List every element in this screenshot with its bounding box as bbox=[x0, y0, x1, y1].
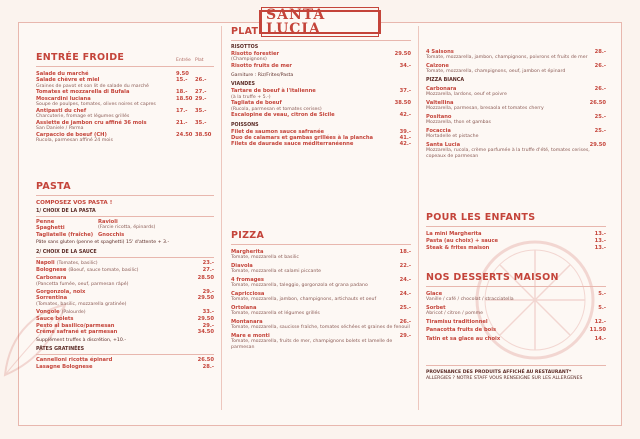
sauce-description: (Tomates, basilic, mozzarella gratinée) bbox=[36, 302, 127, 308]
risottos-title: RISOTTOS bbox=[231, 45, 259, 50]
menu-item bbox=[426, 327, 606, 333]
item-price-entree: 18.50 bbox=[176, 95, 193, 102]
item-name: Santa Lucia bbox=[426, 142, 461, 148]
item-name: Risotto fruits de mer bbox=[231, 63, 292, 69]
item-name: Salade du marché bbox=[36, 71, 89, 77]
item-name: Lasagne Bolognese bbox=[36, 363, 93, 370]
item-name: Focaccia bbox=[426, 128, 451, 134]
divider bbox=[36, 66, 214, 67]
garniture-note: Garniture : Riz/Frites/Pasta bbox=[231, 73, 294, 79]
desserts-title: NOS DESSERTS MAISON bbox=[426, 272, 559, 283]
item-price: 26.- bbox=[399, 319, 411, 325]
item-description: Mozzarella, lardons, oeuf et poivre bbox=[426, 92, 507, 98]
sauce-price: 29.- bbox=[202, 322, 214, 329]
enfants-title: POUR LES ENFANTS bbox=[426, 212, 536, 223]
pasta-choice: Ravioli bbox=[98, 219, 118, 225]
menu-item bbox=[231, 63, 411, 69]
menu-item bbox=[426, 231, 606, 238]
sauce-line bbox=[36, 301, 192, 308]
sauce-name: Crème safrané et parmesan bbox=[36, 329, 118, 336]
bianca-list bbox=[426, 86, 606, 160]
menu-item bbox=[36, 77, 214, 83]
item-price: 26.- bbox=[594, 63, 606, 69]
menu-item bbox=[231, 112, 411, 118]
item-description: Charcuterie, fromage et légumes grillés bbox=[36, 114, 130, 120]
sauce-line bbox=[36, 267, 192, 274]
menu-item bbox=[426, 336, 606, 342]
item-description: Tomate, mozzarella et légumes grillés bbox=[231, 311, 320, 317]
item-price: 42.- bbox=[399, 141, 411, 148]
item-name: Tiramisu traditionnel bbox=[426, 319, 488, 325]
item-name: La mini Margherita bbox=[426, 231, 482, 237]
item-name: Ortolana bbox=[231, 305, 257, 311]
pasta-step1: 1/ CHOIX DE LA PASTA bbox=[36, 209, 96, 214]
pasta-list bbox=[36, 219, 214, 238]
sauce-item bbox=[36, 329, 214, 335]
item-price-plat: 26.- bbox=[195, 77, 207, 84]
item-price: 24.- bbox=[399, 277, 411, 283]
item-name: Valtellina bbox=[426, 100, 454, 106]
sauce-price: 23.- bbox=[202, 260, 214, 267]
item-description: Mozzarella, thon et gambas bbox=[426, 120, 491, 126]
divider bbox=[426, 286, 606, 287]
item-price: 11.50 bbox=[589, 327, 606, 334]
item-description: Tomate, mozzarella, champignons, oeuf, jambon et épinard bbox=[426, 69, 566, 75]
item-name: 4 Saisons bbox=[426, 49, 454, 55]
pasta-choice-row bbox=[36, 232, 214, 238]
pasta-title: PASTA bbox=[36, 181, 71, 192]
item-price: 26.50 bbox=[589, 100, 606, 106]
sauce-name: Sorrentina bbox=[36, 295, 68, 302]
enfants-list bbox=[426, 231, 606, 252]
item-name: Salade chèvre et miel bbox=[36, 77, 100, 84]
item-price: 38.50 bbox=[394, 100, 411, 107]
item-price: 28.- bbox=[594, 49, 606, 55]
item-price: 42.- bbox=[399, 112, 411, 119]
sauce-description: (Pancetta fumée, oeuf, parmesan râpé) bbox=[36, 282, 129, 288]
item-price-plat: 27.- bbox=[195, 89, 207, 96]
item-price-entree: 17.- bbox=[176, 107, 188, 114]
item-price: 26.- bbox=[594, 86, 606, 92]
entree-title: ENTRÉE FROIDE bbox=[36, 52, 125, 63]
item-price-entree: 9.50 bbox=[176, 71, 189, 77]
item-description: Soupe de poulpes, tomates, olives noires et capres bbox=[36, 102, 156, 108]
item-price: 25.- bbox=[399, 305, 411, 311]
divider bbox=[231, 40, 411, 41]
sauce-item bbox=[36, 301, 214, 308]
item-description: (Champignons) bbox=[231, 57, 267, 63]
item-description: Mozzarella, rucola, crème parfumée à la truffe d'été, tomates cerises, copeaux de parmesan bbox=[426, 148, 590, 159]
pizza-title: PIZZA bbox=[231, 230, 265, 241]
pasta-choice: (Farcie ricotta, épinards) bbox=[98, 225, 156, 231]
item-description: Tomate, mozzarella, jambon, champignons, poivrons et fruits de mer bbox=[426, 55, 588, 61]
sauce-name: Sauce bolets bbox=[36, 316, 74, 323]
brand-name: SANTA LUCIA bbox=[261, 7, 379, 37]
item-name: Montanara bbox=[231, 319, 263, 325]
menu-item bbox=[231, 141, 411, 147]
sauce-description: (Boeuf, sauce tomate, basilic) bbox=[68, 268, 139, 274]
item-price: 14.- bbox=[594, 335, 606, 342]
item-name: Panacotta fruits de bois bbox=[426, 327, 497, 334]
desserts-section bbox=[426, 272, 606, 342]
pasta-choice: Tagliatelle (fraîche) bbox=[36, 231, 94, 238]
item-price: 24.- bbox=[399, 291, 411, 297]
item-description: Vanille / café / chocolat / stracciatella bbox=[426, 297, 514, 303]
divider bbox=[36, 216, 214, 217]
item-description: Tomate, mozzarella, fruits de mer, champignons bolets et lamelle de parmesan bbox=[231, 339, 393, 350]
item-price: 29.50 bbox=[589, 142, 606, 148]
menu-item bbox=[36, 364, 214, 370]
sauce-description: (Palourde) bbox=[61, 309, 86, 315]
item-price-entree: 15.- bbox=[176, 77, 188, 84]
sauce-line bbox=[36, 309, 192, 316]
item-price-entree: 24.50 bbox=[176, 131, 193, 138]
menu-item bbox=[231, 88, 411, 94]
sauce-item bbox=[36, 267, 214, 274]
item-price-entree: 21.- bbox=[176, 119, 188, 126]
item-price: 5.- bbox=[598, 305, 606, 311]
pasta-compose: COMPOSEZ VOS PASTA ! bbox=[36, 200, 113, 206]
item-price: 13.- bbox=[594, 245, 606, 251]
item-description: (à la truffe + 5.-) bbox=[231, 94, 271, 100]
entree-section bbox=[36, 52, 214, 144]
item-name: Capricciosa bbox=[231, 291, 265, 297]
item-name: Filets de daurade sauce méditerranéenne bbox=[231, 141, 354, 148]
menu-item bbox=[426, 319, 606, 325]
item-description: Graines de pavot et son lit de salade du marché bbox=[36, 83, 149, 89]
item-price-plat: 35.- bbox=[195, 119, 207, 126]
viande-list bbox=[231, 88, 411, 118]
item-price: 13.- bbox=[594, 238, 606, 244]
plat-section bbox=[231, 26, 411, 148]
item-name: Calzone bbox=[426, 63, 449, 69]
enfants-section bbox=[426, 212, 606, 252]
item-description: Mortadelle et pistache bbox=[426, 134, 479, 140]
sauce-price: 29.50 bbox=[197, 316, 214, 323]
entree-list bbox=[36, 71, 214, 144]
sauce-name: Carbonara bbox=[36, 274, 67, 281]
desserts-list bbox=[426, 291, 606, 342]
item-price-plat: 38.50 bbox=[195, 131, 212, 138]
item-name: Escalopine de veau, citron de Sicile bbox=[231, 112, 335, 119]
item-name: Pasta (au choix) + sauce bbox=[426, 238, 499, 244]
sauce-price: 28.50 bbox=[197, 274, 214, 281]
gratinees-list bbox=[36, 357, 214, 370]
sauce-line bbox=[36, 281, 192, 288]
item-price-entree: 18.- bbox=[176, 89, 188, 96]
item-name: Assiette de jambon cru affiné 36 mois bbox=[36, 119, 147, 126]
item-price: 29.50 bbox=[394, 51, 411, 57]
item-name: Steak & frites maison bbox=[426, 245, 490, 251]
sauce-price bbox=[192, 281, 214, 288]
divider bbox=[426, 226, 606, 227]
sauce-name: Pesto al basilico/parmesan bbox=[36, 322, 115, 329]
item-name: Duo de calamars et gambas grillées à la plancha bbox=[231, 135, 374, 142]
item-price-plat: 35.- bbox=[195, 107, 207, 114]
item-name: Sorbet bbox=[426, 305, 446, 311]
column-divider bbox=[418, 26, 419, 410]
item-price: 5.- bbox=[598, 291, 606, 297]
item-price: 25.- bbox=[594, 114, 606, 120]
sauce-item bbox=[36, 260, 214, 267]
item-name: Carpaccio de boeuf (CH) bbox=[36, 131, 107, 138]
item-description: Tomate, mozzarella, taleggio, gorgonzola et grana padano bbox=[231, 283, 368, 289]
sauce-item bbox=[36, 309, 214, 316]
item-name: Diavola bbox=[231, 263, 253, 269]
sauce-name: Bolognese bbox=[36, 267, 67, 274]
sauce-name: Napoli bbox=[36, 260, 55, 267]
item-name: Cannelloni ricotta épinard bbox=[36, 357, 113, 364]
gratinees-title: PÂTES GRATINÉES bbox=[36, 347, 85, 353]
footer-provenance: PROVENANCE DES PRODUITS AFFICHÉ AU RESTAURANT* bbox=[426, 370, 572, 375]
footer-allergies: ALLERGIES ? NOTRE STAFF VOUS RENSEIGNE SUR LES ALLERGENES bbox=[426, 376, 583, 381]
plat-title: PLAT bbox=[231, 26, 259, 37]
menu-item bbox=[231, 100, 411, 106]
divider bbox=[426, 365, 606, 366]
viandes-title: VIANDES bbox=[231, 82, 255, 88]
column-divider bbox=[221, 26, 222, 410]
sauce-line bbox=[36, 260, 192, 267]
item-name: Filet de saumon sauce safranée bbox=[231, 128, 325, 135]
item-description: Tomate, mozzarella, saucisse fraîche, tomates séchées et graines de fenouil bbox=[231, 325, 410, 331]
sauce-price: 34.50 bbox=[197, 329, 214, 336]
item-name: Tomates et mozzarella di Bufala bbox=[36, 89, 130, 96]
item-name: Tagliata de boeuf bbox=[231, 100, 282, 107]
sauce-name: Gorgonzola, noix bbox=[36, 288, 86, 295]
item-price: 25.- bbox=[594, 128, 606, 134]
item-name: Tartare de boeuf à l'italienne bbox=[231, 88, 316, 95]
item-description: Abricot / citron / pomme bbox=[426, 311, 484, 317]
item-description: (Rucola, parmesan et tomates cerises) bbox=[231, 106, 322, 112]
item-price: 26.50 bbox=[197, 357, 214, 364]
item-name: Positano bbox=[426, 114, 452, 120]
item-price: 34.- bbox=[399, 63, 411, 69]
item-price: 22.- bbox=[399, 263, 411, 269]
pizza-section bbox=[231, 230, 411, 351]
divider bbox=[36, 195, 214, 196]
poissons-title: POISSONS bbox=[231, 122, 259, 128]
truffe-note: Supplément truffes à discrétion, +10.- bbox=[36, 338, 127, 344]
item-price: 37.- bbox=[399, 88, 411, 95]
pasta-choice: Gnocchis bbox=[98, 231, 125, 238]
menu-item bbox=[426, 238, 606, 245]
pasta-section bbox=[36, 181, 214, 370]
pasta-choice: Penne bbox=[36, 219, 55, 225]
risotto-list bbox=[231, 51, 411, 69]
item-name: Antipasti du chef bbox=[36, 107, 87, 114]
sauce-list bbox=[36, 260, 214, 335]
item-description: Tomate, mozzarella, jambon, champignons, artichauts et oeuf bbox=[231, 297, 377, 303]
item-description: San Daniele / Parma bbox=[36, 126, 84, 132]
item-name: Moscardini luciana bbox=[36, 95, 91, 102]
sauce-price: 29.- bbox=[202, 288, 214, 295]
divider bbox=[36, 257, 214, 258]
item-description: Tomate, mozzarella et basilic bbox=[231, 255, 299, 261]
sauce-price bbox=[192, 301, 214, 308]
item-description: Rucola, parmesan affiné 24 mois bbox=[36, 138, 113, 144]
pizza2-list bbox=[426, 49, 606, 75]
item-description: Mozzarella, parmesan, bresaola et tomates cherry bbox=[426, 106, 544, 112]
entree-price-headers bbox=[176, 58, 214, 63]
item-name: 4 fromages bbox=[231, 277, 265, 283]
pasta-choice: Spaghetti bbox=[36, 225, 65, 232]
entree-col-small: Entrée bbox=[176, 58, 191, 63]
pizza-list bbox=[231, 249, 411, 351]
poisson-list bbox=[231, 129, 411, 148]
item-price: 41.- bbox=[399, 135, 411, 142]
sauce-name: Vongole bbox=[36, 308, 60, 315]
item-price: 18.- bbox=[399, 249, 411, 255]
item-price-plat: 29.- bbox=[195, 95, 207, 102]
item-name: Risotto forestier bbox=[231, 51, 280, 57]
sauce-description: (Tomates, basilic) bbox=[56, 261, 98, 267]
pasta-step2: 2/ CHOIX DE LA SAUCE bbox=[36, 250, 97, 256]
pasta-gluten-note: Pâte sans gluten (penne et spaghetti) 15' d'attente + 3.- bbox=[36, 240, 170, 246]
bianca-title: PIZZA BIANCA bbox=[426, 78, 465, 83]
menu-item bbox=[426, 245, 606, 252]
item-price: 12.- bbox=[594, 319, 606, 325]
item-name: Glace bbox=[426, 291, 443, 297]
sauce-price: 29.50 bbox=[197, 295, 214, 302]
item-name: Tatin et sa glace au choix bbox=[426, 335, 501, 342]
divider bbox=[231, 244, 411, 245]
sauce-price: 27.- bbox=[202, 267, 214, 274]
sauce-price: 33.- bbox=[202, 308, 214, 315]
item-name: Margherita bbox=[231, 249, 264, 255]
item-price: 29.- bbox=[399, 333, 411, 339]
footer bbox=[426, 362, 606, 382]
item-price: 39.- bbox=[399, 128, 411, 135]
sauce-line bbox=[36, 329, 192, 335]
sauce-item bbox=[36, 281, 214, 288]
item-description: Tomate, mozzarella et salami piccante bbox=[231, 269, 322, 275]
divider bbox=[36, 354, 214, 355]
item-name: Mare e monti bbox=[231, 333, 270, 339]
item-price: 13.- bbox=[594, 231, 606, 237]
item-price: 28.- bbox=[202, 363, 214, 370]
pizza-continued bbox=[426, 47, 606, 160]
entree-col-large: Plat bbox=[195, 58, 204, 63]
item-name: Carbonara bbox=[426, 86, 457, 92]
